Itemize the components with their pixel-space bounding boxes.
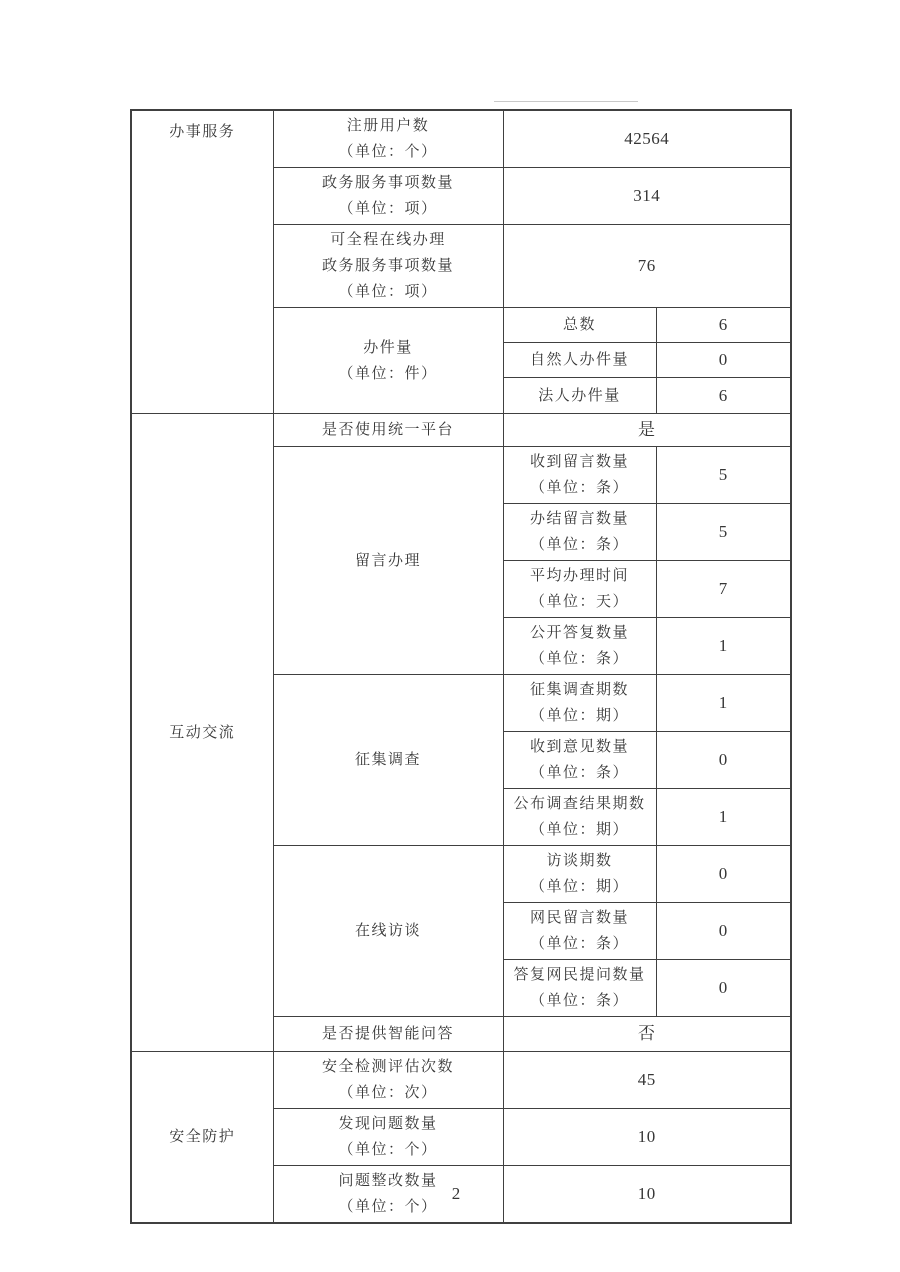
row-label-line: 政务服务事项数量 <box>321 175 454 191</box>
row-label-line: 办件量 <box>363 339 413 356</box>
sub-row-label: 总数 <box>503 308 656 343</box>
statistics-table <box>130 109 792 1224</box>
value-cell: 6 <box>656 378 791 414</box>
sub-row-label-line: 办结留言数量 <box>529 511 629 527</box>
sub-row-label-line: 公布调查结果期数 <box>513 796 646 812</box>
section-label-text: 办事服务 <box>169 124 236 140</box>
sub-row-label-line: 征集调查期数 <box>529 682 629 698</box>
value-cell: 6 <box>656 308 791 343</box>
row-label-line: 问题整改数量 <box>338 1173 438 1189</box>
sub-row-label-line: 收到留言数量 <box>529 454 629 470</box>
section-label-service <box>131 110 273 414</box>
sub-row-unit-line: （单位：天） <box>529 594 629 610</box>
table-row <box>131 1052 791 1109</box>
page-number: 2 <box>451 1184 461 1203</box>
scan-artifact-line <box>494 101 638 102</box>
sub-row-label-line: 答复网民提问数量 <box>513 967 646 983</box>
row-unit-line: （单位：个） <box>338 144 438 160</box>
row-unit-line: （单位：个） <box>338 1142 438 1158</box>
sub-row-label <box>503 903 656 960</box>
value-cell: 5 <box>656 447 791 504</box>
section-label-text: 安全防护 <box>169 1129 236 1145</box>
row-label <box>273 168 503 225</box>
value-cell: 1 <box>656 618 791 675</box>
row-label-zhengji: 征集调查 <box>273 675 503 846</box>
sub-row-label <box>503 675 656 732</box>
sub-row-label <box>503 618 656 675</box>
row-label-liuyan: 留言办理 <box>273 447 503 675</box>
value-cell: 0 <box>656 846 791 903</box>
sub-row-unit-line: （单位：期） <box>529 708 629 724</box>
sub-row-label <box>503 846 656 903</box>
row-label <box>273 1109 503 1166</box>
sub-row-label: 法人办件量 <box>503 378 656 414</box>
sub-row-label <box>503 732 656 789</box>
row-label-line: 可全程在线办理 <box>330 232 446 248</box>
sub-row-label: 自然人办件量 <box>503 343 656 378</box>
section-label-text: 互动交流 <box>169 724 236 741</box>
value-cell: 7 <box>656 561 791 618</box>
sub-row-label-line: 公开答复数量 <box>529 625 629 641</box>
sub-row-unit-line: （单位：条） <box>529 480 629 496</box>
sub-row-unit-line: （单位：条） <box>529 936 629 952</box>
row-label-line: 注册用户数 <box>346 118 430 134</box>
sub-row-label <box>503 789 656 846</box>
row-unit-line: （单位：个） <box>338 1199 438 1215</box>
sub-row-label-line: 网民留言数量 <box>529 910 629 926</box>
row-label-banjianliang <box>273 308 503 414</box>
value-cell: 10 <box>503 1166 791 1224</box>
value-cell: 5 <box>656 504 791 561</box>
sub-row-label <box>503 504 656 561</box>
sub-row-label <box>503 960 656 1017</box>
table-row <box>131 110 791 168</box>
sub-row-label-line: 访谈期数 <box>546 853 613 869</box>
value-cell: 1 <box>656 789 791 846</box>
row-unit-line: （单位：次） <box>338 1085 438 1101</box>
section-label-interaction <box>131 414 273 1052</box>
sub-row-label-line: 平均办理时间 <box>529 568 629 584</box>
row-label-line: 政务服务事项数量 <box>321 258 454 274</box>
value-cell: 0 <box>656 903 791 960</box>
sub-row-label <box>503 561 656 618</box>
value-cell: 10 <box>503 1109 791 1166</box>
row-unit-line: （单位：项） <box>338 201 438 217</box>
row-label-line: 安全检测评估次数 <box>321 1059 454 1075</box>
row-label <box>273 225 503 308</box>
value-cell: 314 <box>503 168 791 225</box>
sub-row-unit-line: （单位：条） <box>529 537 629 553</box>
sub-row-unit-line: （单位：期） <box>529 822 629 838</box>
sub-row-unit-line: （单位：条） <box>529 993 629 1009</box>
value-cell: 否 <box>503 1017 791 1052</box>
table-row <box>131 414 791 447</box>
row-label <box>273 1052 503 1109</box>
sub-row-unit-line: （单位：条） <box>529 765 629 781</box>
value-cell: 1 <box>656 675 791 732</box>
sub-row-unit-line: （单位：期） <box>529 879 629 895</box>
value-cell: 76 <box>503 225 791 308</box>
value-cell: 45 <box>503 1052 791 1109</box>
value-cell: 0 <box>656 343 791 378</box>
row-label-fangtan: 在线访谈 <box>273 846 503 1017</box>
value-cell: 是 <box>503 414 791 447</box>
row-label <box>273 110 503 168</box>
row-unit-line: （单位：项） <box>338 284 438 300</box>
row-label: 是否使用统一平台 <box>273 414 503 447</box>
value-cell: 42564 <box>503 110 791 168</box>
row-label-line: 发现问题数量 <box>338 1116 438 1132</box>
row-unit-line: （单位：件） <box>338 365 438 382</box>
row-label: 是否提供智能问答 <box>273 1017 503 1052</box>
sub-row-unit-line: （单位：条） <box>529 651 629 667</box>
value-cell: 0 <box>656 732 791 789</box>
value-cell: 0 <box>656 960 791 1017</box>
sub-row-label-line: 收到意见数量 <box>529 739 629 755</box>
sub-row-label <box>503 447 656 504</box>
